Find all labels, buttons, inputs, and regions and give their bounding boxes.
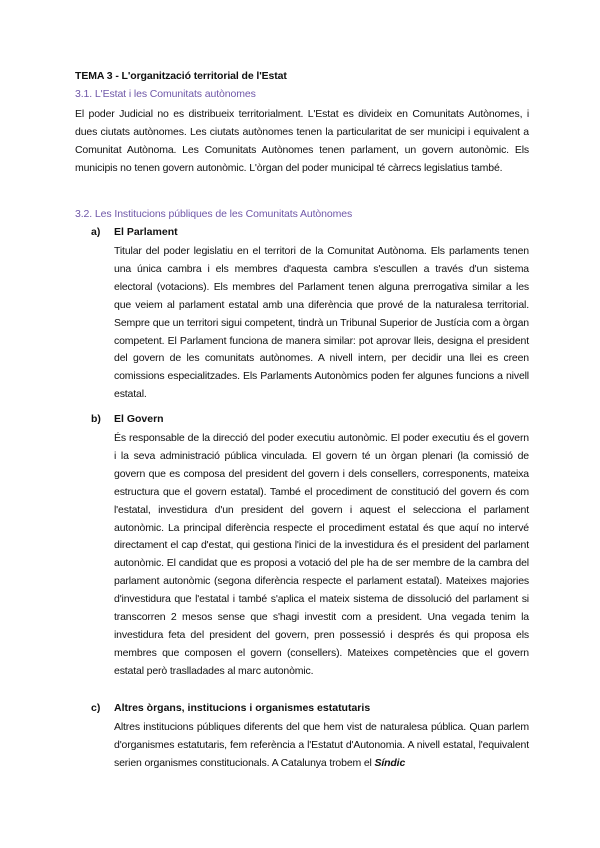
subsection-b-heading	[91, 413, 164, 425]
subsection-b-label: b)	[91, 413, 101, 425]
section-heading-3-1: 3.1. L'Estat i les Comunitats autònomes	[75, 88, 256, 100]
subsection-c-heading	[91, 702, 370, 714]
document-title: TEMA 3 - L'organització territorial de l'Estat	[75, 70, 287, 82]
section-3-1-paragraph: El poder Judicial no es distribueix territorialment. L'Estat es divideix en Comunitats Autònomes, i dues ciutats autònomes. Les ciutats autònomes tenen la particularitat de ser municipi i equivalent a Comunitat Autònoma. Les Comunitats Autònomes tenen parlament, un govern autonòmic. Els municipis no tenen govern autonòmic. L'òrgan del poder municipal té càrrecs legislatius també.	[75, 108, 529, 174]
govern-paragraph: És responsable de la direcció del poder executiu autonòmic. El poder executiu és el govern i la seva administració pública vinculada. El govern té un òrgan plenari (la comissió de govern que es composa del president del govern i dels consellers, corresponents, mateixa estructura que el govern estatal). També el procediment de constitució del govern és com l'estatal, investidura d'un president del govern i aquest el selecciona el parlament autonòmic. La principal diferència respecte el procediment estatal és que aquí no intervé directament el cap d'estat, qui gestiona l'inici de la investidura és el president del parlament autonòmic. El candidat que es proposi a votació del ple ha de ser membre de la cambra del parlament autonòmic (segona diferència respecte el parlament estatal). Mateixes majories d'investidura que l'estatal i també s'aplica el mateix sistema de dissolució del parlament si transcorren 2 mesos sense que s'hagi investit com a president. Una vegada tenim la investidura feta del president del govern, pren possessió i després és qui proposa els membres que composen el govern (consellers). Mateixes competències que el govern estatal però traslladades al marc autonòmic.	[114, 432, 529, 677]
altres-paragraph	[114, 719, 529, 773]
subsection-c-title: Altres òrgans, institucions i organismes estatutaris	[114, 702, 371, 714]
subsection-a-heading	[91, 226, 178, 238]
sindic-emphasis: Síndic	[374, 756, 406, 769]
subsection-a-title: El Parlament	[114, 226, 178, 238]
subsection-b-title: El Govern	[114, 413, 164, 425]
section-heading-3-2: 3.2. Les Institucions públiques de les Comunitats Autònomes	[75, 208, 353, 220]
parlament-paragraph: Titular del poder legislatiu en el territori de la Comunitat Autònoma. Els parlaments tenen una única cambra i els membres d'aquesta cambra s'escullen a través d'un sistema electoral (votacions). Els membres del Parlament tenen alguna prerrogativa similar a les que veiem al parlament estatal amb una diferència que prové de la naturalesa territorial. Sempre que un territori sigui competent, tindrà un Tribunal Superior de Justícia com a òrgan competent. El Parlament funciona de manera similar: pot aprovar lleis, designa el president del govern de les comunitats autònomes. A nivell intern, per decidir una llei es creen comissions especialitzades. Els Parlaments Autonòmics poden fer algunes funcions a nivell estatal.	[114, 245, 529, 401]
altres-paragraph-text: Altres institucions públiques diferents del que hem vist de naturalesa pública. Quan parlem d'organismes estatutaris, fem referència a l'Estatut d'Autonomia. A nivell estatal, l'equivalent serien organismes constitucionals. A Catalunya trobem el	[114, 721, 529, 769]
subsection-a-label: a)	[91, 226, 101, 238]
subsection-c-label: c)	[91, 702, 101, 714]
